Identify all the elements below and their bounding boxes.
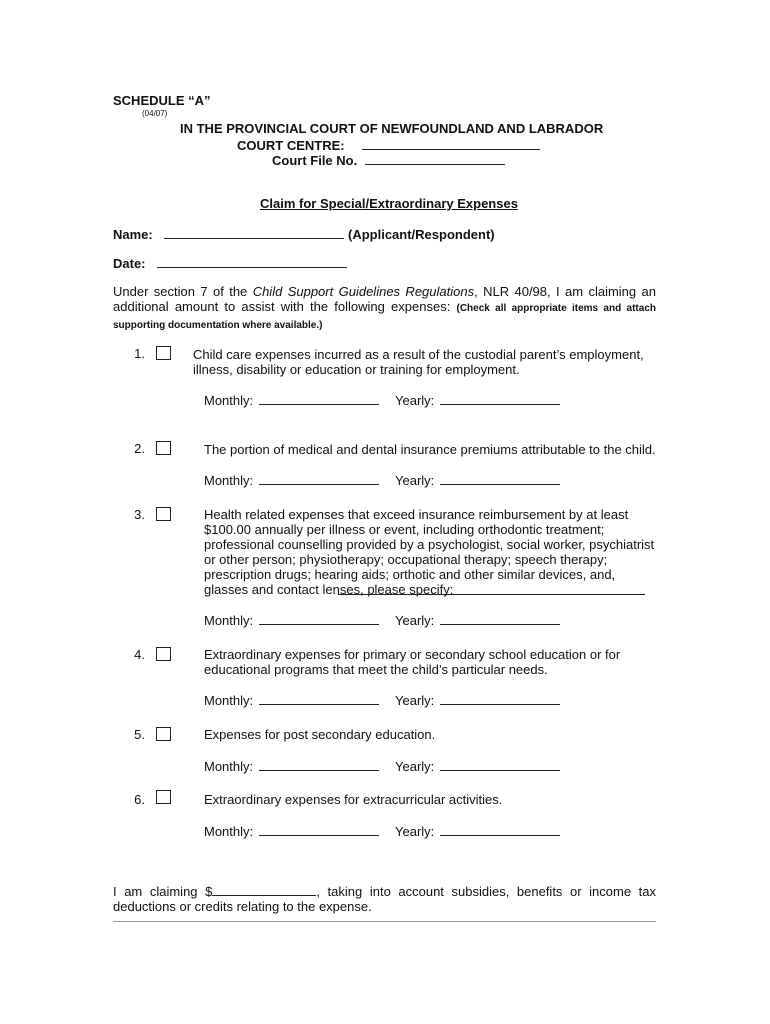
revision-date: (04/07) bbox=[142, 109, 168, 118]
name-suffix: (Applicant/Respondent) bbox=[348, 227, 495, 242]
form-title: Claim for Special/Extraordinary Expenses bbox=[260, 196, 518, 211]
yearly-row: Yearly: bbox=[395, 823, 560, 839]
monthly-field[interactable] bbox=[259, 392, 379, 405]
court-file-label: Court File No. bbox=[272, 153, 358, 168]
intro-note: (Check all appropriate items and attach supporting documentation where available.) bbox=[113, 303, 656, 331]
item-checkbox[interactable] bbox=[156, 790, 171, 804]
item-number: 1. bbox=[134, 346, 145, 361]
court-file-row bbox=[272, 152, 505, 168]
monthly-field[interactable] bbox=[259, 612, 379, 625]
footer-rule bbox=[113, 921, 656, 922]
specify-field[interactable] bbox=[338, 582, 645, 595]
court-heading: IN THE PROVINCIAL COURT OF NEWFOUNDLAND AND LABRADOR bbox=[180, 121, 604, 136]
yearly-field[interactable] bbox=[440, 692, 560, 705]
court-file-field[interactable] bbox=[365, 152, 505, 165]
monthly-row: Monthly: bbox=[204, 392, 379, 408]
monthly-field[interactable] bbox=[259, 692, 379, 705]
item-checkbox[interactable] bbox=[156, 727, 171, 741]
monthly-row: Monthly: bbox=[204, 612, 379, 628]
yearly-row: Yearly: bbox=[395, 692, 560, 708]
claim-amount-field[interactable] bbox=[212, 883, 316, 896]
yearly-field[interactable] bbox=[440, 392, 560, 405]
date-field[interactable] bbox=[157, 255, 347, 268]
item-number: 6. bbox=[134, 792, 145, 807]
date-label: Date: bbox=[113, 256, 146, 271]
yearly-field[interactable] bbox=[440, 612, 560, 625]
intro-paragraph: Under section 7 of the Child Support Guidelines Regulations, NLR 40/98, I am claiming an additional amount to assist with the following expenses: (Check all appropriate items and attach supporting documentation where available.) bbox=[113, 284, 656, 331]
yearly-field[interactable] bbox=[440, 472, 560, 485]
yearly-field[interactable] bbox=[440, 823, 560, 836]
item-number: 2. bbox=[134, 441, 145, 456]
regulation-title: Child Support Guidelines Regulations bbox=[252, 284, 475, 299]
item-text: Expenses for post secondary education. bbox=[204, 727, 436, 742]
court-centre-label: COURT CENTRE: bbox=[237, 138, 345, 153]
monthly-field[interactable] bbox=[259, 823, 379, 836]
monthly-row: Monthly: bbox=[204, 692, 379, 708]
yearly-row: Yearly: bbox=[395, 612, 560, 628]
item-number: 5. bbox=[134, 727, 145, 742]
date-row bbox=[113, 255, 347, 271]
item-number: 3. bbox=[134, 507, 145, 522]
item-checkbox[interactable] bbox=[156, 346, 171, 360]
yearly-row: Yearly: bbox=[395, 758, 560, 774]
item-text: The portion of medical and dental insurance premiums attributable to the child. bbox=[204, 442, 656, 457]
item-checkbox[interactable] bbox=[156, 507, 171, 521]
name-label: Name: bbox=[113, 227, 153, 242]
item-number: 4. bbox=[134, 647, 145, 662]
item-checkbox[interactable] bbox=[156, 647, 171, 661]
name-row bbox=[113, 226, 495, 242]
monthly-row: Monthly: bbox=[204, 758, 379, 774]
yearly-row: Yearly: bbox=[395, 472, 560, 488]
item-text: Extraordinary expenses for primary or secondary school education or for educational programs that meet the child’s particular needs. bbox=[204, 647, 621, 677]
court-centre-field[interactable] bbox=[362, 137, 540, 150]
court-centre-row bbox=[237, 137, 540, 153]
monthly-row: Monthly: bbox=[204, 472, 379, 488]
yearly-row: Yearly: bbox=[395, 392, 560, 408]
item-text: Extraordinary expenses for extracurricular activities. bbox=[204, 792, 503, 807]
monthly-field[interactable] bbox=[259, 472, 379, 485]
item-text: Health related expenses that exceed insurance reimbursement by at least $100.00 annually per illness or event, including orthodontic treatment; professional counselling provided by a psychologist, social worker, psychiatrist or other person; physiotherapy; occupational therapy; speech therapy; prescription drugs; hearing aids; orthotic and other similar devices, and, glasses and contact lenses, please specify: bbox=[204, 507, 655, 597]
name-field[interactable] bbox=[164, 226, 344, 239]
item-text: Child care expenses incurred as a result of the custodial parent’s employment, illness, disability or education or training for employment. bbox=[193, 347, 644, 377]
yearly-field[interactable] bbox=[440, 758, 560, 771]
item-checkbox[interactable] bbox=[156, 441, 171, 455]
claim-amount-paragraph: I am claiming $ , taking into account subsidies, benefits or income tax deductions or credits relating to the expense. bbox=[113, 884, 657, 914]
monthly-field[interactable] bbox=[259, 758, 379, 771]
schedule-heading: SCHEDULE “A” bbox=[113, 93, 211, 108]
monthly-row: Monthly: bbox=[204, 823, 379, 839]
